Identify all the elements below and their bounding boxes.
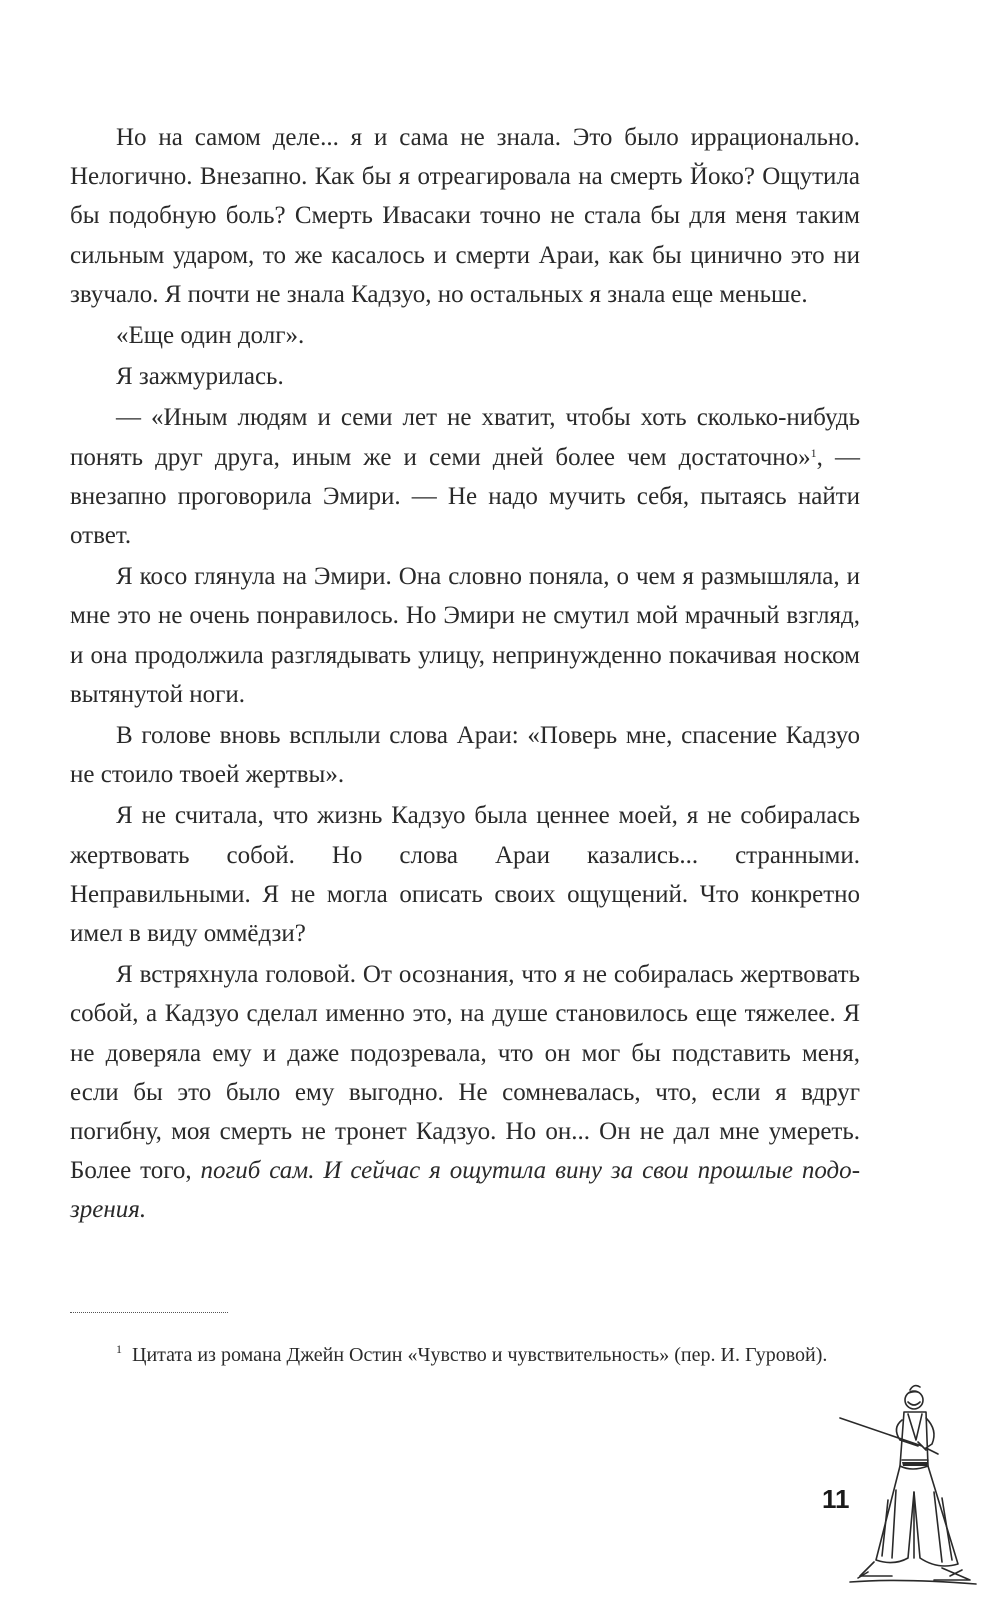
paragraph-3: Я зажмурилась. <box>116 363 284 391</box>
samurai-illustration-icon <box>830 1380 980 1590</box>
footnote-divider <box>70 1312 228 1313</box>
footnote-text: Цитата из романа Джейн Остин «Чувство и чувствительность» (пер. И. Гуровой). <box>132 1344 828 1366</box>
paragraph-7: Я не считала, что жизнь Кадзуо была ценнее моей, я не собиралась жертвовать собой. Но слова Араи казались... странными. Неправильными. Я не могла описать своих ощущений. Что конкретно имел в виду оммёдзи? <box>70 802 860 948</box>
quote-tail: , — внезапно проговорила Эмири. — Не надо мучить себя, пытаясь найти ответ. <box>70 443 861 550</box>
footnote <box>70 1340 860 1370</box>
footnote-marker: 1 <box>116 1342 122 1356</box>
paragraph-8-text: Я встряхнула головой. От осознания, что я не собиралась жертвовать собой, а Кадзуо сделал именно это, на душе становилось еще тяжелее. Я не доверяла ему и даже подозревала, что он мог бы подставить меня, если бы это было ему выгодно. Не сомневалась, что, если я вдруг погибну, моя смерть не тронет Кадзуо. Но он... Он не дал мне умереть. Более того, <box>70 961 860 1185</box>
paragraph-5: Я косо глянула на Эмири. Она словно поняла, о чем я размышляла, и мне это не очень понравилось. Но Эмири не смутил мой мрачный взгляд, и она продолжила разглядывать улицу, непринужденно покачивая носком вытянутой ноги. <box>70 563 860 708</box>
footnote-reference: 1 <box>810 445 817 460</box>
paragraph-1: Но на самом деле... я и сама не знала. Это было иррационально. Нелогично. Внезапно. Как бы я отреагировала на смерть Йоко? Ощутила бы подобную боль? Смерть Ивасаки точно не стала бы для меня таким сильным ударом, то же касалось и смерти Араи, как бы цинично это ни звучало. Я почти не знала Кадзуо, но остальных я знала еще меньше. <box>70 124 860 308</box>
paragraph-2: «Еще один долг». <box>116 322 305 350</box>
paragraph-4 <box>70 398 860 555</box>
paragraph-8-italic: погиб сам. И сейчас я ощутила вину за свои прошлые подозрения. <box>70 1157 861 1224</box>
paragraph-8 <box>70 955 860 1229</box>
paragraph-6: В голове вновь всплыли слова Араи: «Поверь мне, спасение Кадзуо не стоило твоей жертвы». <box>70 722 860 789</box>
page-number: 11 <box>822 1484 850 1514</box>
body-text <box>70 118 860 1232</box>
quote-text: — «Иным людям и семи лет не хватит, чтобы хоть сколько-нибудь понять друг друга, иным же и семи дней более чем достаточно» <box>70 404 860 471</box>
